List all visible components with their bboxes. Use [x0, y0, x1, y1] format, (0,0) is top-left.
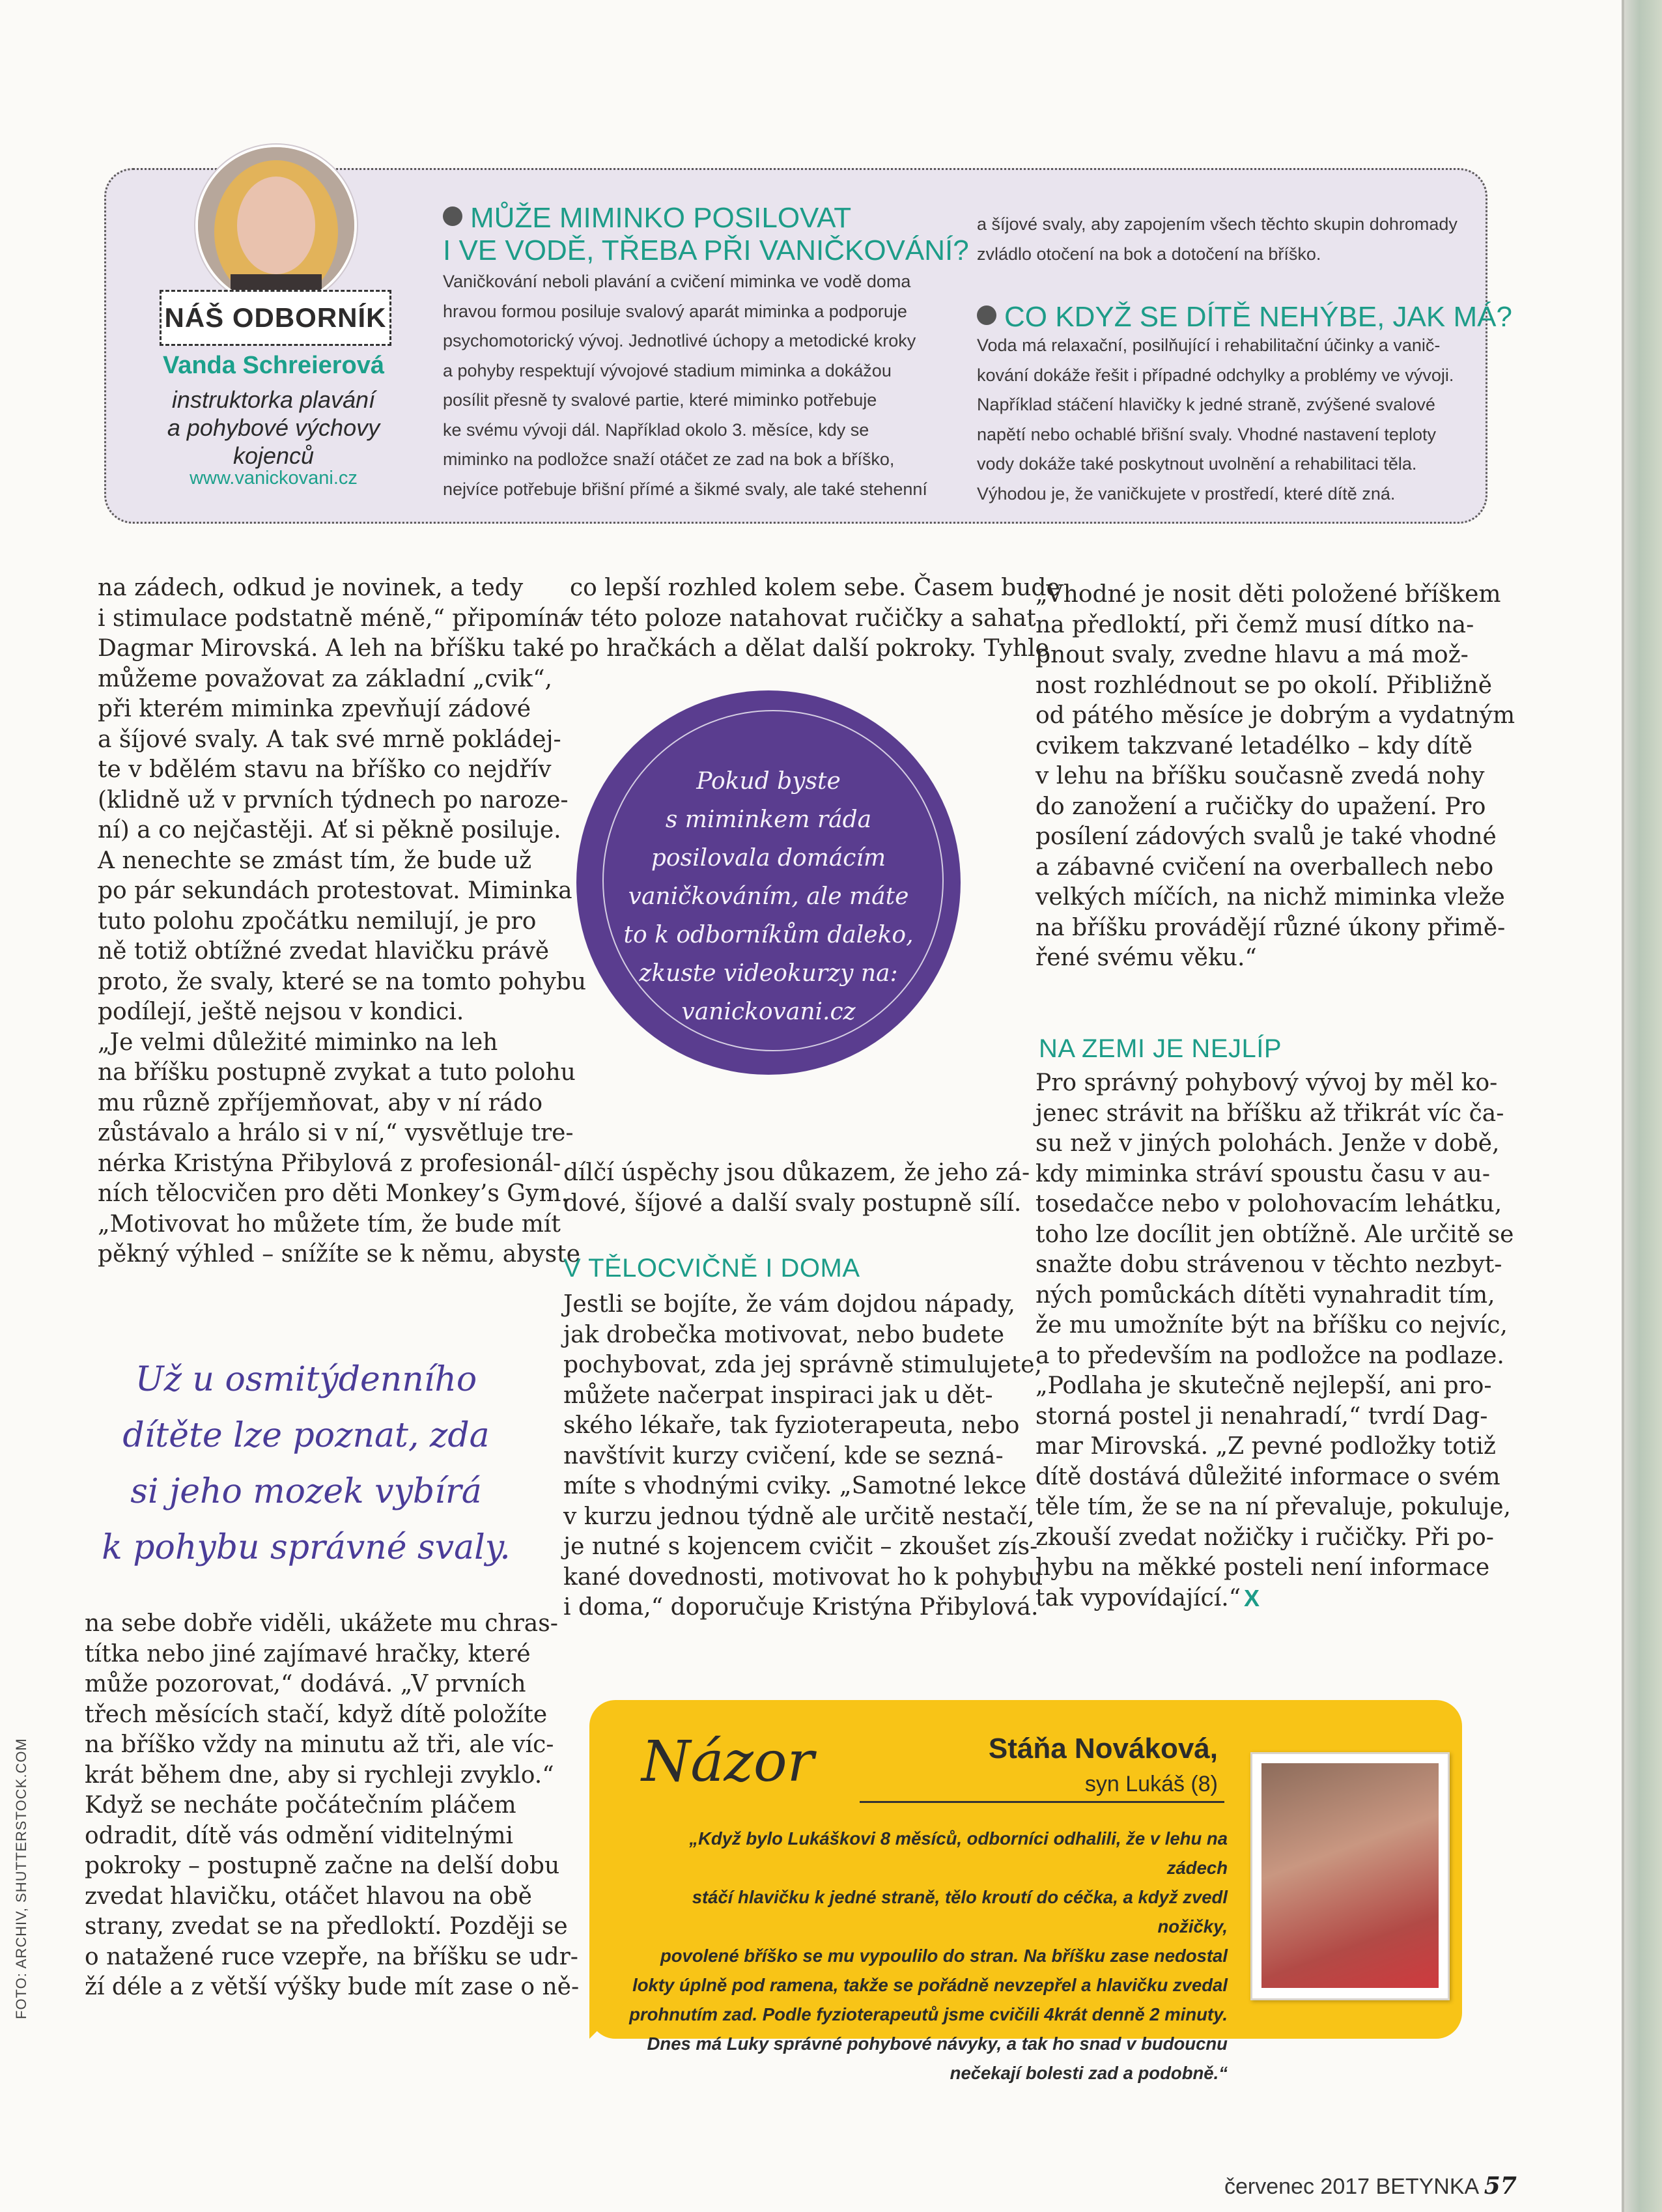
text-line: a šíjové svaly. A tak své mrně pokládej- — [98, 726, 561, 753]
end-mark-icon: X — [1244, 1584, 1260, 1611]
text-line: třech měsících stačí, když dítě položíte — [85, 1701, 548, 1728]
photo-credit: FOTO: ARCHIV, SHUTTERSTOCK.COM — [13, 1738, 29, 2019]
opinion-divider — [860, 1801, 1224, 1803]
text-line: „Podlaha je skutečně nejlepší, ani pro- — [1035, 1372, 1492, 1399]
bullet-icon — [977, 305, 996, 325]
expert-avatar — [195, 145, 357, 306]
subheading-floor: NA ZEMI JE NEJLÍP — [1039, 1034, 1282, 1063]
opinion-text: „Když bylo Lukáškovi 8 měsíců, odborníci odhalili, že v lehu na zádech stáčí hlavičku k jedné straně, tělo kroutí do céčka, a když zvedl nožičky, povolené bříško se mu vypoulilo do stran. Na bříšku zase nedostal lokty úplně pod ramena, takže se pořádně nevzepřel a hlavičku zvedal prohnutím zad. Podle fyzioterapeutů jsme cvičili 4krát denně 2 minuty. Dnes má Luky správné pohybové návyky, a tak ho snad v budoucnu nečekají bolesti zad a podobně.“ — [629, 1828, 1228, 2083]
text-line: co lepší rozhled kolem sebe. Časem bude — [570, 574, 1060, 601]
text-line: jak drobečka motivovat, nebo budete — [563, 1321, 1005, 1348]
footer-issue: červenec 2017 — [1224, 2174, 1370, 2199]
text-line: můžete načerpat inspiraci jak u dět- — [563, 1382, 993, 1409]
subheading-gym: V TĚLOCVIČNĚ I DOMA — [563, 1254, 860, 1283]
text-line: Dagmar Mirovská. A leh na bříšku také — [98, 635, 565, 662]
text-line: toho lze docílit jen obtížně. Ale určitě se — [1035, 1221, 1514, 1248]
text-line: velkých míčích, na nichž miminka vleže — [1035, 884, 1505, 911]
text-line: kané dovednosti, motivovat ho k pohybu — [563, 1563, 1043, 1591]
opinion-photo — [1250, 1752, 1450, 2000]
bullet-icon — [443, 206, 462, 226]
pull-quote: Už u osmitýdenního dítěte lze poznat, zda si jeho mozek vybírá k pohybu správné svaly. — [102, 1360, 511, 1567]
text-line: jenec strávit na bříšku až třikrát víc ča- — [1035, 1099, 1504, 1127]
text-line: po hračkách a dělat další pokroky. Tyhle — [570, 635, 1049, 662]
text-line: snažte dobu strávenou v těchto nezbyt- — [1035, 1251, 1502, 1278]
text-line: nost rozhlédnout se po okolí. Přibližně — [1035, 672, 1493, 699]
column-2-mid — [563, 1158, 1030, 1219]
text-line: a zábavné cvičení na overballech nebo — [1035, 853, 1494, 881]
text-line: na předloktí, při čemž musí dítko na- — [1035, 611, 1474, 638]
text-line: pnout svaly, zvedne hlavu a má mož- — [1035, 642, 1469, 668]
text-line: storná postel ji nenahradí,“ tvrdí Dag- — [1035, 1402, 1488, 1430]
column-2-top — [570, 573, 1060, 664]
text-line: ně totiž obtížné zvedat hlavičku právě — [98, 938, 550, 965]
question-heading-2: CO KDYŽ SE DÍTĚ NEHÝBE, JAK MÁ? — [977, 301, 1512, 333]
footer-page-number: 57 — [1484, 2172, 1517, 2200]
text-line: odradit, dítě vás odmění viditelnými — [85, 1822, 513, 1849]
text-line: v této poloze natahovat ručičky a sahat — [570, 604, 1036, 632]
text-line: navštívit kurzy cvičení, kde se sezná- — [563, 1442, 1004, 1469]
expert-name: Vanda Schreierová — [162, 352, 385, 379]
expert-role: instruktorka plavání a pohybové výchovy kojenců — [167, 386, 380, 469]
text-line: může pozorovat,“ dodává. „V prvních — [85, 1671, 526, 1697]
opinion-title: Názor — [641, 1729, 814, 1794]
column-1-bottom — [85, 1609, 580, 2003]
page-edge-line — [1622, 0, 1624, 2212]
text-line: do zanožení a ručičky do upažení. Pro — [1035, 793, 1486, 820]
text-line: podílejí, ještě nejsou v kondici. — [98, 999, 464, 1025]
text-line: mu různě zpříjemňovat, aby v ní rádo — [98, 1089, 543, 1116]
opinion-author-child: syn Lukáš (8) — [1084, 1772, 1218, 1796]
text-line: ského lékaře, tak fyzioterapeuta, nebo — [563, 1412, 1020, 1439]
text-line: řené svému věku.“ — [1035, 944, 1257, 971]
text-line: „Vhodné je nosit děti položené bříškem — [1035, 581, 1501, 608]
text-line: pokroky – postupně začne na delší dobu — [85, 1852, 560, 1879]
text-line: zvedat hlavičku, otáčet hlavou na obě — [85, 1882, 532, 1910]
text-line: i doma,“ doporučuje Kristýna Přibylová. — [563, 1594, 1039, 1621]
text-line: kdy miminka stráví spoustu času v au- — [1035, 1160, 1491, 1187]
text-line: od pátého měsíce je dobrým a vydatným — [1035, 702, 1515, 729]
page-footer — [1224, 2172, 1517, 2200]
text-line: pěkný výhled – snížíte se k němu, abyste — [98, 1241, 580, 1268]
answer-2: Voda má relaxační, posilňující i rehabilitační účinky a vanič- kování dokáže řešit i případné odchylky a problémy ve vývoji. Například stáčení hlavičky k jedné straně, zvýšené svalové napětí nebo ochablé břišní svaly. Vhodné nastavení teploty vody dokáže také poskytnout uvolnění a rehabilitaci těla. Výhodou je, že vaničkujete v prostředí, které dítě zná. — [977, 335, 1454, 503]
text-line: Jestli se bojíte, že vám dojdou nápady, — [563, 1291, 1015, 1318]
expert-badge: NÁŠ ODBORNÍK — [160, 290, 391, 346]
text-line: cvikem takzvané letadélko – kdy dítě — [1035, 732, 1473, 759]
text-line: při kterém miminka zpevňují zádové — [98, 696, 531, 722]
answer-1-col-b: a šíjové svaly, aby zapojením všech těchto skupin dohromady zvládlo otočení na bok a dotočení na bříško. — [977, 214, 1458, 264]
text-line: te v bdělém stavu na bříško co nejdřív — [98, 756, 552, 783]
text-line: na zádech, odkud je novinek, a tedy — [98, 574, 524, 601]
text-line: zkouší zvedat nožičky i ručičky. Při po- — [1035, 1524, 1494, 1551]
text-line: pochybovat, zda jej správně stimulujete, — [563, 1352, 1042, 1378]
text-line: o natažené ruce vzepře, na bříšku se udr- — [85, 1943, 578, 1970]
text-line: i stimulace podstatně méně,“ připomíná — [98, 604, 574, 632]
text-line: Když se necháte počátečním pláčem — [85, 1792, 516, 1819]
column-3-top — [1035, 580, 1515, 974]
text-line: ních tělocvičen pro děti Monkey’s Gym. — [98, 1180, 569, 1207]
text-line: můžeme považovat za základní „cvik“, — [98, 665, 552, 692]
text-line: tuto polohu zpočátku nemilují, je pro — [98, 907, 537, 935]
question-heading-1: MŮŽE MIMINKO POSILOVAT I VE VODĚ, TŘEBA PŘI VANIČKOVÁNÍ? — [443, 202, 969, 266]
text-line: na bříško vždy na minutu až tři, ale víc- — [85, 1731, 554, 1758]
text-line: míte s vhodnými cviky. „Samotné lekce — [563, 1473, 1026, 1499]
text-line: po pár sekundách protestovat. Miminka — [98, 877, 572, 904]
text-line: dové, šíjové a další svaly postupně sílí. — [563, 1189, 1022, 1217]
text-line: posílení zádových svalů je také vhodné — [1035, 823, 1497, 850]
promo-circle-text: Pokud byste s miminkem ráda posilovala domácím vaničkováním, ale máte to k odborníkům daleko, zkuste videokurzy na: vanickovani.cz — [623, 768, 914, 1025]
text-line: tosedačce nebo v polohovacím lehátku, — [1035, 1191, 1502, 1217]
text-line: na sebe dobře viděli, ukážete mu chras- — [85, 1610, 558, 1637]
text-line: krát během dne, aby si rychleji zvyklo.“ — [85, 1761, 554, 1789]
column-2-bottom — [563, 1290, 1043, 1623]
opinion-author: Stáňa Nováková, — [988, 1733, 1218, 1765]
text-line: strany, zvedat se na předloktí. Později se — [85, 1913, 568, 1940]
text-line: je nutné s kojencem cvičit – zkoušet zís- — [563, 1533, 1038, 1560]
text-line: Pro správný pohybový vývoj by měl ko- — [1035, 1070, 1498, 1096]
text-line: že mu umožníte být na bříšku co nejvíc, — [1035, 1312, 1508, 1339]
text-line: nérka Kristýna Přibylová z profesionál- — [98, 1150, 561, 1177]
text-line: „Motivovat ho můžete tím, že bude mít — [98, 1210, 561, 1238]
text-line: ní) a co nejčastěji. Ať si pěkně posiluje. — [98, 817, 561, 844]
answer-1-col-a: Vaničkování neboli plavání a cvičení miminka ve vodě doma hravou formou posiluje svalový aparát miminka a podporuje psychomotorický vývoj. Jednotlivé úchopy a metodické kroky a pohyby respektují vývojové stadium miminka a dokážou posílit přesně ty svalové partie, které miminko potřebuje ke svému vývoji dál. Například okolo 3. měsíce, kdy se miminko na podložce snaží otáčet ze zad na bok a bříško, nejvíce potřebuje břišní přímé a šikmé svaly, ale také stehenní — [443, 272, 927, 499]
text-line: dílčí úspěchy jsou důkazem, že jeho zá- — [563, 1159, 1030, 1186]
text-line: tak vypovídající.“ — [1035, 1584, 1241, 1611]
expert-website-link[interactable]: www.vanickovani.cz — [190, 468, 358, 489]
column-3-bottom — [1035, 1068, 1514, 1613]
text-line: (klidně už v prvních týdnech po narozе- — [98, 786, 569, 814]
text-line: zůstávalo a hrálo si v ní,“ vysvětluje tre- — [98, 1120, 574, 1146]
column-1-top — [98, 573, 587, 1270]
text-line: A nenechte se zmást tím, že bude už — [98, 847, 532, 874]
text-line: v kurzu jednou týdně ale určitě nestačí, — [563, 1503, 1035, 1530]
text-line: „Je velmi důležité miminko na leh — [98, 1028, 498, 1056]
text-line: ných pomůckách dítěti vynahradit tím, — [1035, 1281, 1495, 1309]
footer-magazine: BETYNKA — [1375, 2174, 1478, 2199]
page-edge-strip — [1624, 0, 1662, 2212]
text-line: mar Mirovská. „Z pevné podložky totiž — [1035, 1433, 1496, 1460]
text-line: dítě dostává důležité informace o svém — [1035, 1463, 1500, 1490]
text-line: proto, že svaly, které se na tomto pohybu — [98, 968, 587, 995]
text-line: su než v jiných polohách. Jenže v době, — [1035, 1130, 1500, 1157]
text-line: na bříšku postupně zvykat a tuto polohu — [98, 1059, 576, 1086]
text-line: títka nebo jiné zajímavé hračky, které — [85, 1640, 531, 1667]
text-line: těle tím, že se na ní převaluje, pokuluje, — [1035, 1494, 1511, 1520]
text-line: na bříšku provádějí různé úkony přimě- — [1035, 914, 1506, 941]
text-line: ží déle a z větší výšky bude mít zase o ně- — [85, 1974, 580, 2000]
text-line: v lehu na bříšku současně zvedá nohy — [1035, 763, 1485, 789]
text-line: a to především na podložce na podlaze. — [1035, 1342, 1504, 1369]
text-line: hybu na měkké posteli není informace — [1035, 1554, 1490, 1581]
